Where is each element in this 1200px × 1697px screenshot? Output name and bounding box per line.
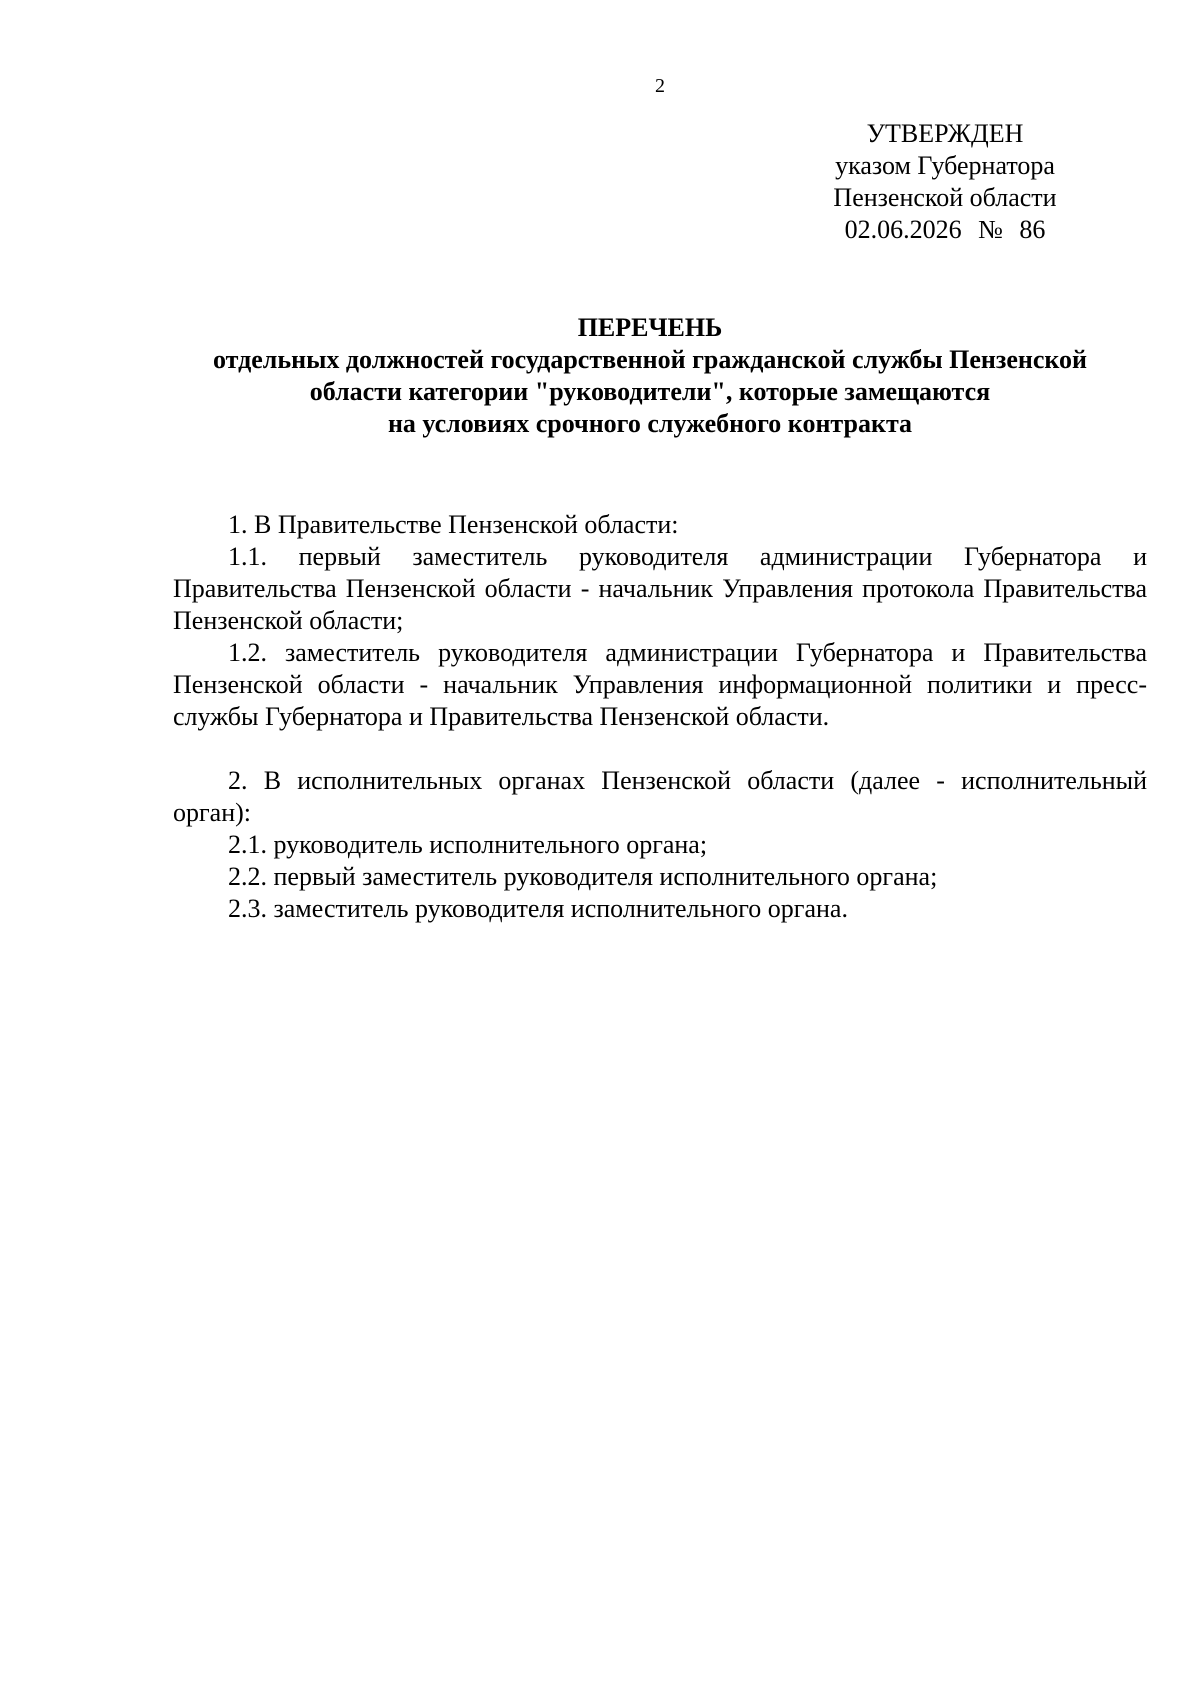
section-2-item-1: 2.1. руководитель исполнительного органа; [228, 830, 708, 859]
page-number: 2 [655, 75, 665, 97]
section-2-item-2: 2.2. первый заместитель руководителя исполнительного органа; [228, 862, 938, 891]
approval-line-decree: указом Губернатора [835, 151, 1055, 180]
section-2-item-3: 2.3. заместитель руководителя исполнительного органа. [228, 894, 848, 923]
document-heading [150, 312, 1150, 440]
heading-line-3: на условиях срочного служебного контракта [387, 409, 913, 438]
heading-line-1: отдельных должностей государственной гражданской службы Пензенской [213, 345, 1087, 374]
approval-date-number [800, 214, 1090, 246]
section-1-item-2: 1.2. заместитель руководителя администрации Губернатора и Правительства Пензенской области - начальник Управления информационной политики и пресс-службы Губернатора и Правительства Пензенской области. [173, 638, 1147, 731]
document-title: ПЕРЕЧЕНЬ [577, 313, 723, 342]
approval-number-sign: № [978, 215, 1003, 244]
section-2-title: 2. В исполнительных органах Пензенской области (далее - исполнительный орган): [173, 766, 1147, 827]
heading-line-2: области категории "руководители", которые замещаются [309, 377, 991, 406]
section-1-title: 1. В Правительстве Пензенской области: [228, 510, 679, 539]
approval-stamp [800, 118, 1090, 246]
approval-date: 02.06.2026 [844, 215, 962, 244]
approval-line-region: Пензенской области [833, 183, 1057, 212]
document-body [173, 509, 1147, 925]
approval-number: 86 [1019, 215, 1046, 244]
section-1-item-1: 1.1. первый заместитель руководителя администрации Губернатора и Правительства Пензенской области - начальник Управления протокола Правительства Пензенской области; [173, 542, 1147, 635]
approval-line-approved: УТВЕРЖДЕН [866, 119, 1024, 148]
